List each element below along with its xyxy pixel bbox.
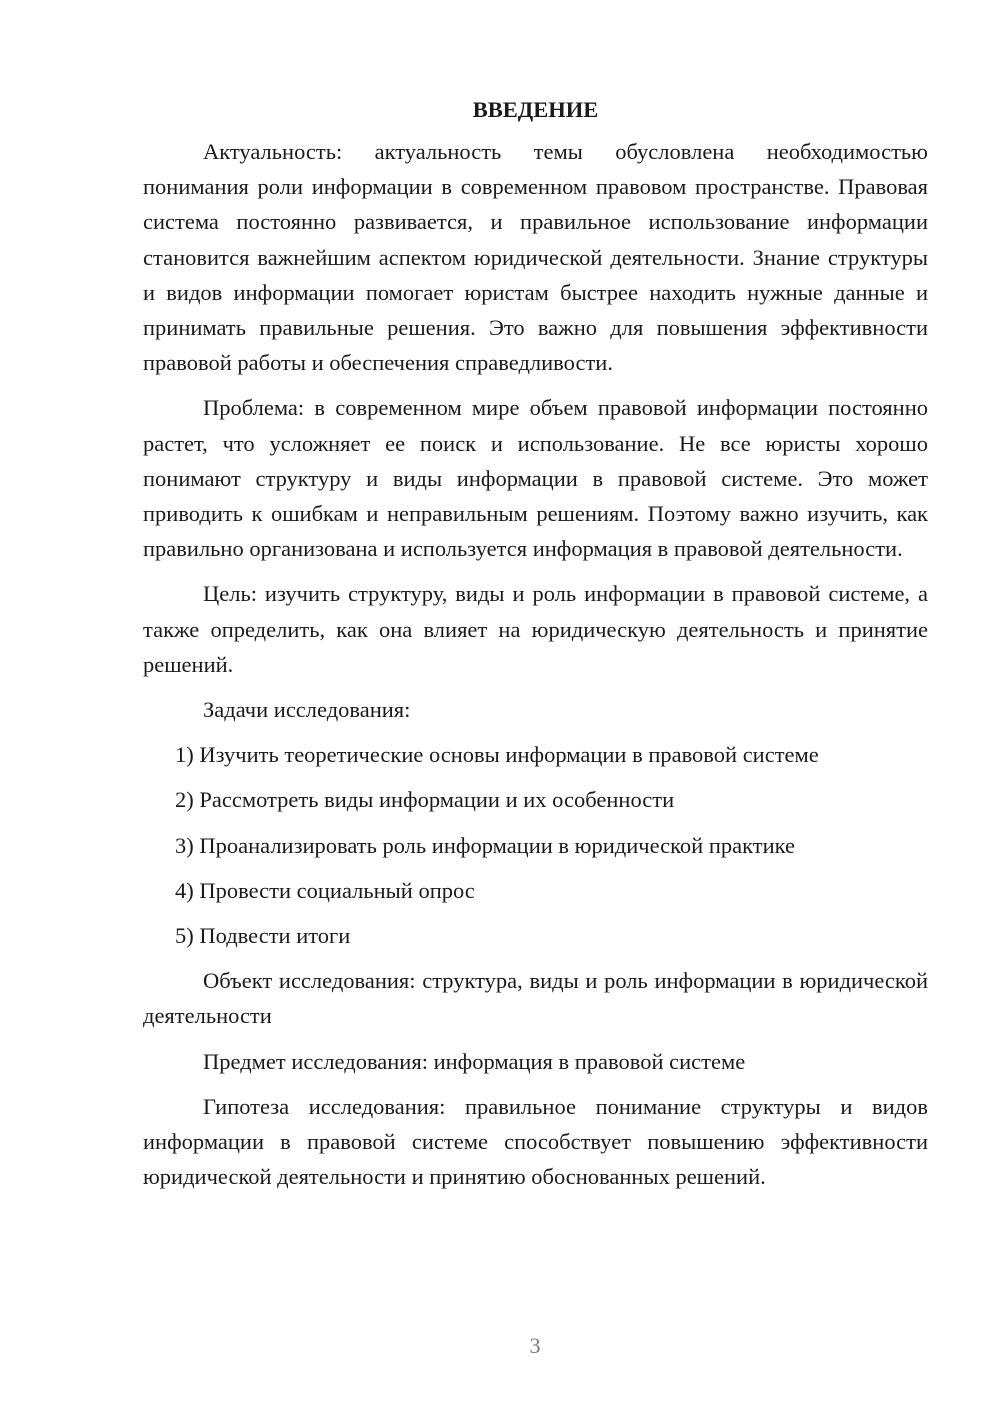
paragraph-relevance: Актуальность: актуальность темы обусловлена необходимостью понимания роли информации в современном правовом пространстве. Правовая система постоянно развивается, и правильное использование информации становится важнейшим аспектом юридической деятельности. Знание структуры и видов информации помогает юристам быстрее находить нужные данные и принимать правильные решения. Это важно для повышения эффективности правовой работы и обеспечения справедливости.	[143, 139, 928, 376]
task-item: 3) Проанализировать роль информации в юридической практике	[175, 832, 795, 858]
page-title: ВВЕДЕНИЕ	[472, 97, 599, 122]
page-number: 3	[529, 1333, 541, 1358]
task-item: 2) Рассмотреть виды информации и их особенности	[175, 787, 675, 813]
paragraph-hypothesis: Гипотеза исследования: правильное понимание структуры и видов информации в правовой системе способствует повышению эффективности юридической деятельности и принятию обоснованных решений.	[143, 1093, 928, 1190]
paragraph-goal: Цель: изучить структуру, виды и роль информации в правовой системе, а также определить, как она влияет на юридическую деятельность и принятие решений.	[143, 581, 928, 677]
tasks-heading: Задачи исследования:	[203, 697, 411, 723]
paragraph-problem: Проблема: в современном мире объем правовой информации постоянно растет, что усложняет ее поиск и использование. Не все юристы хорошо понимают структуру и виды информации в правовой системе. Это может приводить к ошибкам и неправильным решениям. Поэтому важно изучить, как правильно организована и используется информация в правовой деятельности.	[143, 395, 928, 562]
task-item: 1) Изучить теоретические основы информации в правовой системе	[175, 742, 819, 768]
document-page	[143, 92, 928, 1204]
paragraph-subject: Предмет исследования: информация в правовой системе	[203, 1048, 746, 1074]
paragraph-object: Объект исследования: структура, виды и роль информации в юридической деятельности	[143, 968, 928, 1029]
task-item: 4) Провести социальный опрос	[175, 877, 475, 903]
task-item: 5) Подвести итоги	[175, 923, 351, 949]
